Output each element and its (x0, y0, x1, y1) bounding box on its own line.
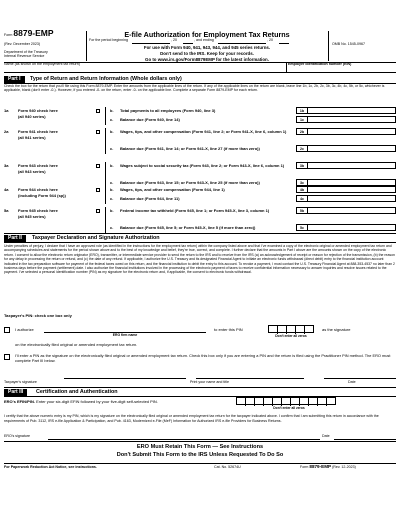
line-box-label: 5c (296, 224, 308, 231)
form-4a-checkbox[interactable] (96, 188, 100, 192)
taxpayer-date-label: Date (348, 380, 356, 384)
part-3-title: Certification and Authentication (36, 389, 118, 395)
irs-label: Internal Revenue Service (4, 54, 45, 58)
department: Department of the Treasury (4, 50, 48, 54)
line-number: 2a (4, 129, 9, 134)
period-line: For the period beginning (89, 38, 128, 42)
line-letter: c. (110, 225, 114, 230)
line-letter: c. (110, 146, 114, 151)
form-5a-checkbox[interactable] (96, 209, 100, 213)
form-2a-checkbox[interactable] (96, 130, 100, 134)
amount-input-1b[interactable] (308, 107, 396, 114)
taxpayer-date-input[interactable] (324, 371, 396, 378)
ero-firm-name-input[interactable] (44, 326, 206, 332)
taxpayer-signature-label: Taxpayer's signature (4, 380, 37, 384)
footer-form-id: Form 8879-EMP (Rev. 12-2023) (300, 464, 356, 469)
line-letter: b. (110, 187, 114, 192)
omb-number: OMB No. 1545-0967 (332, 42, 365, 46)
line-number: 5a (4, 208, 9, 213)
enter-own-pin-text: I'll enter a PIN as the signature on the electronically filed original or amended employment tax return. Check this box only if you are entering a PIN and the return is filed using the Practitioner PIN method. The ERO must complete Part III below. (15, 353, 391, 364)
line-box-label: 4b (296, 186, 308, 193)
line-description: Balance due (Form 945, line 5; or Form 945-X, line 5 (if more than zero)) (120, 225, 256, 230)
authorize-ero-checkbox[interactable] (4, 327, 10, 333)
line-description: Federal income tax withheld (Form 945, line 1; or Form 945-X, line 3, column 1) (120, 208, 270, 213)
form-1a-checkbox[interactable] (96, 109, 100, 113)
ero-efin-pin-label: ERO's EFIN/PIN. Enter your six-digit EFIN followed by your five-digit self-selected PIN. (4, 399, 158, 404)
sig-line-text: on the electronically filed original or amended employment tax return. (15, 342, 138, 347)
line-box-label: 2c (296, 145, 308, 152)
line-number: 3a (4, 163, 9, 168)
amount-input-3b[interactable] (308, 162, 396, 169)
use-with-line: For use with Form 940, 941, 943, 944, and 945 series returns. (143, 45, 271, 50)
taxpayer-pin-input[interactable] (268, 325, 314, 333)
line-description: Balance due (Form 944, line 11) (120, 196, 180, 201)
line-box-label: 1c (296, 116, 308, 123)
line-description: Wages subject to social security tax (Form 943, line 2; or Form 943-X, line 6, column 1) (120, 163, 285, 168)
dont-send-line: Don't send to the IRS. Keep for your records. (160, 51, 254, 56)
amount-input-4b[interactable] (308, 186, 396, 193)
form-8879-emp: Form 8879-EMP (Rev. December 2023) Department of the Treasury Internal Revenue Service E-file Authorization for Employment Tax Returns For the period beginning , 20 , and ending , 20 For use with Form 940, 941, 943, 944, and 945 series returns. Don't send to the IRS. Keep for your records. Go to www.irs.gov/Form8879EMP for the latest information. OMB No. 1545-0967 Name (as shown on the employment tax return) Employer identification number (EIN) Part I Type of Return and Return Information (Whole dollars only) Check the box for the return that you'll file using this Form 8879-EMP. Enter the amounts from the applicable lines of the return. If any of the applicable lines on the return are blank, leave line 1b, 1c, 2b, 2c, 3b, 3c, 4b, 4c, 5b, or 5c, whichever is applicable, blank (don't enter -0-). However, if you entered -0- on the return, enter -0- on the applicable line. Complete a separate Form 8879-EMP for each return. 1a Form 940 check here (all 940 series) b. Total payments to all employees (Form 940, line 3) 1b c. Balance due (Form 940, line 14) 1c 2a Form 941 check here (all 941 series) b. Wages, tips, and other compensation (Form 941, line 2; or Form 941-X, line 6, column 1) 2b c. Balance due (Form 941, line 14; or Form 941-X, line 27 (if more than zero)) 2c 3a Form 943 check here (all 943 series) b. Wages subject to social security tax (Form 943, line 2; or Form 943-X, line 6, column 1) 3b c. Balance due (Form 943, line 15; or Form 943-X, line 25 (if more than zero)) 3c 4a Form 944 check here (including Form 944 (sp)) b. Wages, tips, and other compensation (Form 944, line 1) 4b c. Balance due (Form 944, line 11) 4c 5a Form 945 check here (all 945 series) b. Federal income tax withheld (Form 945, line 1; or Form 945-X, line 3, column 1) 5b c. Balance due (Form 945, line 5; or Form 945-X, line 5 (if more than zero)) 5c Part II Taxpayer Declaration and Signature Authorization Under penalties of perjury, I declare that I have an approved role (as identified in the instructions for the employment tax return) within the company listed above and that I've examined a copy of the electronic original or amended employment tax return and accompanying schedules and statements for the period shown above and to the best of my knowledge and belief, they're true, correct, and complete. I further declare that the amounts in Part I above are the amounts shown on the copy of the electronic return. I consent to allow the electronic return originator (ERO), transmitter, or intermediate service provider to send the return to the IRS and to receive from the IRS (a) an acknowledgement of receipt or reason for rejection of the transmission, (b) the reason for any delay in processing the return or refund, and (c) the date of any refund. If applicable, I authorize the U.S. Treasury and its designated Financial Agent to initiate an electronic funds withdrawal (direct debit) entry to the financial institution account indicated in the tax preparation software for payment of the federal taxes owed on this return, and the financial institution to debit the entry to this account. To revoke a payment, I must contact the U.S. Treasury Financial Agent at 888-353-4537 no later than 2 business days before the payment (settlement) date. I also authorize the financial institutions involved in the processing of the electronic payment of taxes to receive confidential information necessary to answer inquiries and resolve issues related to the payment. I've selected a personal identification number (PIN) as my signature for the electronic return and, if applicable, the consent to electronic funds withdrawal. Taxpayer's PIN: check one box only I authorize ERO firm name to enter this PIN Don't enter all zeros as the signature on the electronically filed original or amended employment tax return. I'll enter a PIN as the signature on the electronically filed original or amended employment tax return. Check this box only if you are entering a PIN and the return is filed using the Practitioner PIN method. The ERO must complete Part III below. Taxpayer's signature Print your name and title Date Part III Certification and Authentication ERO's EFIN/PIN. Enter your six-digit EFIN followed by your five-digit self-selected PIN. Don't enter all zeros I certify that the above numeric entry is my PIN, which is my signature on the electronically filed original or amended employment tax return for the taxpayer indicated above. I confirm that I am submitting this return in accordance with the requirements of Pub. 3112, IRS e-file Application & Participation, and Pub. 4163, Modernized e-File (MeF) Information for Authorized IRS e-file Providers for Business Returns. ERO's signature Date ERO Must Retain This Form — See Instructions Don't Submit This Form to the IRS Unless Requested To Do So For Paperwork Reduction Act Notice, see instructions. Cat. No. 52674U Form 8879-EMP (Rev. 12-2023) (4, 28, 395, 469)
form-3a-checkbox[interactable] (96, 164, 100, 168)
ero-date-label: Date (322, 434, 330, 438)
efin-zeros-note: Don't enter all zeros (273, 406, 305, 410)
ero-date-input[interactable] (334, 432, 396, 439)
name-label: Name (as shown on the employment tax return) (4, 62, 80, 66)
line-description: Wages, tips, and other compensation (Form 941, line 2; or Form 941-X, line 6, column 1) (120, 129, 287, 134)
line-box-label: 2b (296, 128, 308, 135)
line-box-label: 3b (296, 162, 308, 169)
part-1-instructions: Check the box for the return that you'll file using this Form 8879-EMP. Enter the amounts from the applicable lines of the return. If any of the applicable lines on the return are blank, leave line 1b, 1c, 2b, 2c, 3b, 3c, 4b, 4c, 5b, or 5c, whichever is applicable, blank (don't enter -0-). However, if you entered -0- on the return, enter -0- on the applicable line. Complete a separate Form 8879-EMP for each return. (4, 84, 385, 93)
form-series-label: (including Form 944 (sp)) (18, 193, 66, 198)
line-letter: b. (110, 108, 114, 113)
line-letter: b. (110, 208, 114, 213)
pin-zeros-note: Don't enter all zeros (275, 334, 307, 338)
form-series-label: (all 943 series) (18, 169, 46, 174)
part-2-tag: Part II (4, 235, 26, 242)
line-box-label: 4c (296, 195, 308, 202)
line-box-label: 5b (296, 207, 308, 214)
enter-own-pin-checkbox[interactable] (4, 354, 10, 360)
line-letter: b. (110, 129, 114, 134)
amount-input-2c[interactable] (308, 145, 396, 152)
ero-efin-pin-input[interactable] (236, 397, 336, 405)
ero-certification: I certify that the above numeric entry is my PIN, which is my signature on the electronically filed original or amended employment tax return for the taxpayer indicated above. I confirm that I am submitting this return in accordance with the requirements of Pub. 3112, IRS e-file Application & Participation, and Pub. 4163, Modernized e-File (MeF) Information for Authorized IRS e-file Providers for Business Returns. (4, 414, 379, 423)
line-description: Balance due (Form 940, line 14) (120, 117, 180, 122)
revision-date: (Rev. December 2023) (4, 42, 41, 46)
part-1-tag: Part I (4, 76, 25, 83)
form-series-label: (all 945 series) (18, 214, 46, 219)
form-series-label: (all 941 series) (18, 135, 46, 140)
pin-heading: Taxpayer's PIN: check one box only (4, 313, 72, 318)
amount-input-5c[interactable] (308, 224, 396, 231)
print-name-input[interactable] (196, 371, 304, 378)
taxpayer-declaration: Under penalties of perjury, I declare that I have an approved role (as identified in the instructions for the employment tax return) within the company listed above and that I've examined a copy of the electronic original or amended employment tax return and accompanying schedules and statements for the period shown above and to the best of my knowledge and belief, they're true, correct, and complete. I further declare that the amounts in Part I above are the amounts shown on the copy of the electronic return. I consent to allow the electronic return originator (ERO), transmitter, or intermediate service provider to send the return to the IRS and to receive from the IRS (a) an acknowledgement of receipt or reason for rejection of the transmission, (b) the reason for any delay in processing the return or refund, and (c) the date of any refund. If applicable, I authorize the U.S. Treasury and its designated Financial Agent to initiate an electronic funds withdrawal (direct debit) entry to the financial institution account indicated in the tax preparation software for payment of the federal taxes owed on this return, and the financial institution to debit the entry to this account. To revoke a payment, I must contact the U.S. Treasury Financial Agent at 888-353-4537 no later than 2 business days before the payment (settlement) date. I also authorize the financial institutions involved in the processing of the electronic payment of taxes to receive confidential information necessary to answer inquiries and resolve issues related to the payment. I've selected a personal identification number (PIN) as my signature for the electronic return and, if applicable, the consent to electronic funds withdrawal. (4, 244, 395, 275)
ero-firm-name-label: ERO firm name (112, 333, 138, 337)
form-check-label: Form 944 check here (18, 187, 58, 192)
amount-input-4c[interactable] (308, 195, 396, 202)
to-enter-label: to enter this PIN (214, 327, 243, 332)
line-letter: c. (110, 117, 114, 122)
ein-label: Employer identification number (EIN) (288, 62, 352, 66)
part-2-title: Taxpayer Declaration and Signature Authorization (32, 235, 160, 241)
line-letter: b. (110, 163, 114, 168)
dont-submit-note: Don't Submit This Form to the IRS Unless Requested To Do So (116, 452, 284, 458)
form-check-label: Form 943 check here (18, 163, 58, 168)
paperwork-notice: For Paperwork Reduction Act Notice, see instructions. (4, 465, 97, 469)
ero-signature-label: ERO's signature (4, 434, 31, 438)
line-description: Balance due (Form 941, line 14; or Form 941-X, line 27 (if more than zero)) (120, 146, 260, 151)
amount-input-2b[interactable] (308, 128, 396, 135)
part-1-title: Type of Return and Return Information (Whole dollars only) (30, 76, 182, 82)
amount-input-5b[interactable] (308, 207, 396, 214)
goto-line: Go to www.irs.gov/Form8879EMP for the latest information. (145, 57, 269, 62)
ero-signature-input[interactable] (48, 432, 320, 439)
line-letter: c. (110, 196, 114, 201)
taxpayer-signature-input[interactable] (64, 371, 186, 378)
print-name-label: Print your name and title (190, 380, 229, 384)
form-series-label: (all 940 series) (18, 114, 46, 119)
form-label: Form 8879-EMP (4, 28, 54, 38)
part-3-tag: Part III (4, 389, 27, 396)
form-check-label: Form 941 check here (18, 129, 58, 134)
line-number: 1a (4, 108, 9, 113)
line-box-label: 1b (296, 107, 308, 114)
catalog-number: Cat. No. 52674U (214, 465, 241, 469)
amount-input-1c[interactable] (308, 116, 396, 123)
amount-input-3c[interactable] (308, 179, 396, 186)
line-description: Total payments to all employees (Form 940, line 3) (120, 108, 216, 113)
line-description: Wages, tips, and other compensation (Form 944, line 1) (120, 187, 225, 192)
form-number: 8879-EMP (13, 28, 54, 38)
line-number: 4a (4, 187, 9, 192)
line-letter: c. (110, 180, 114, 185)
line-box-label: 3c (296, 179, 308, 186)
form-title: E-file Authorization for Employment Tax Returns (124, 30, 290, 39)
ero-retain-note: ERO Must Retain This Form — See Instructions (136, 444, 264, 450)
authorize-label: I authorize (15, 327, 34, 332)
as-signature-label: as the signature (322, 327, 351, 332)
line-description: Balance due (Form 943, line 15; or Form 943-X, line 25 (if more than zero)) (120, 180, 260, 185)
form-check-label: Form 945 check here (18, 208, 58, 213)
form-check-label: Form 940 check here (18, 108, 58, 113)
